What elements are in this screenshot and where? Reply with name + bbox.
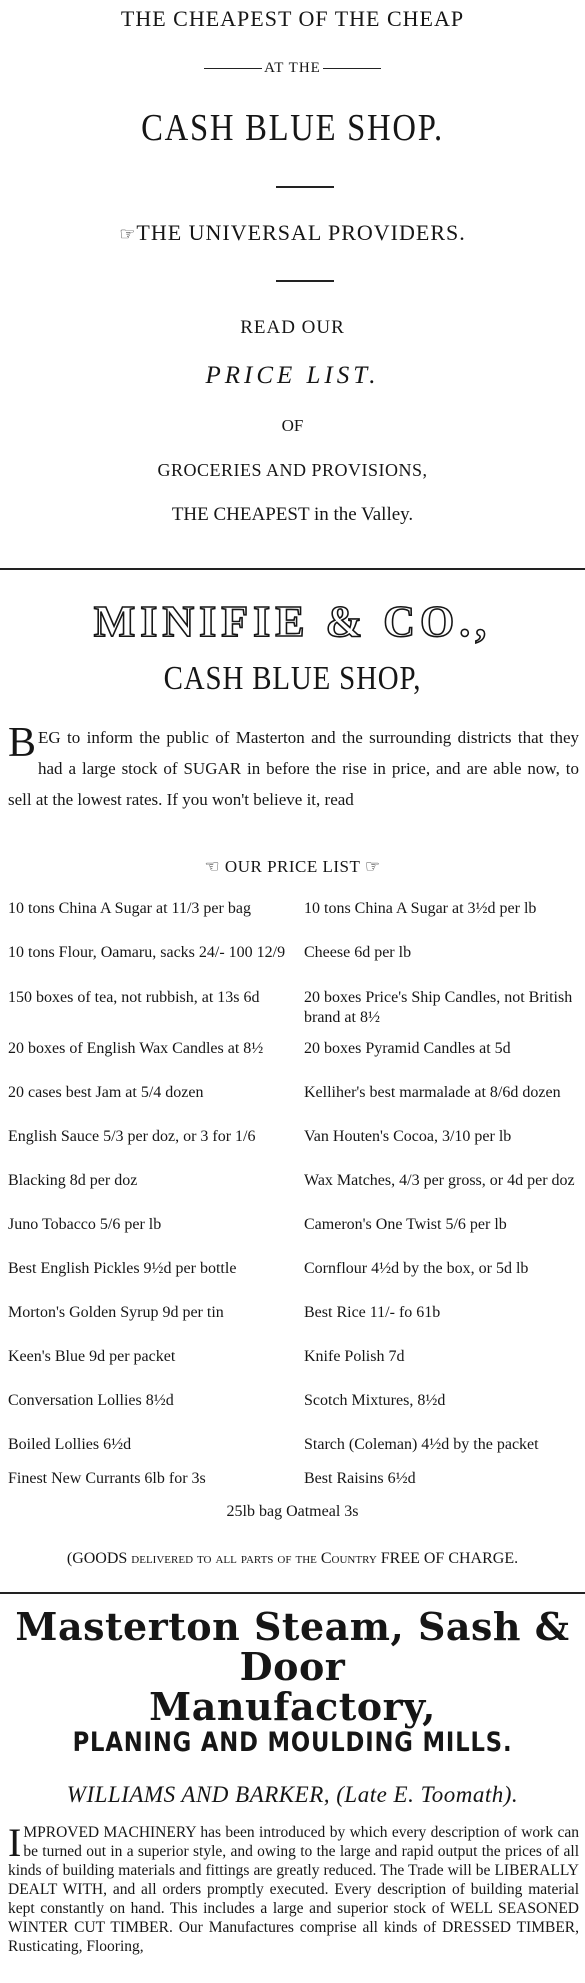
headline-cheapest: THE CHEAPEST OF THE CHEAP — [120, 6, 465, 31]
section-rule — [0, 568, 585, 570]
price-row — [8, 1392, 579, 1422]
price-row — [8, 1436, 579, 1466]
price-item-left: Boiled Lollies 6½d — [8, 1436, 132, 1453]
intro-text: EG to inform the public of Masterton and the surrounding districts that they had a large stock of SUGAR in before the rise in price, and are able now, to sell at the lowest rates. If you won't believe it, read — [8, 728, 579, 809]
section-rule — [0, 1592, 585, 1594]
price-item-left: Conversation Lollies 8½d — [8, 1392, 174, 1409]
shop-name-title: CASH BLUE SHOP. — [141, 107, 444, 149]
price-item-right: 10 tons China A Sugar at 3½d per lb — [304, 900, 537, 917]
price-row — [8, 1216, 579, 1246]
divider-rule — [276, 280, 334, 282]
of-text: OF — [281, 416, 304, 435]
price-item-left: 150 boxes of tea, not rubbish, at 13s 6d — [8, 989, 260, 1006]
price-row — [8, 900, 579, 930]
price-list-title: PRICE LIST. — [205, 362, 380, 389]
price-row — [8, 1172, 579, 1202]
improved-machinery-paragraph — [8, 1820, 579, 1956]
price-item-left: Best English Pickles 9½d per bottle — [8, 1260, 237, 1277]
steam-heading-line-1: Masterton Steam, Sash & Door — [15, 1604, 570, 1689]
intro-paragraph — [8, 722, 579, 815]
price-row — [8, 1260, 579, 1290]
right-hand-icon: ☞ — [364, 857, 381, 876]
price-item-right: Cornflour 4½d by the box, or 5d lb — [304, 1260, 529, 1277]
price-item-right: Best Rice 11/- fo 61b — [304, 1304, 441, 1321]
price-item-left: Morton's Golden Syrup 9d per tin — [8, 1304, 224, 1321]
oatmeal-line: 25lb bag Oatmeal 3s — [226, 1503, 359, 1520]
price-row — [8, 944, 579, 974]
firm-shop-name: CASH BLUE SHOP, — [163, 660, 422, 697]
price-item-left: Keen's Blue 9d per packet — [8, 1348, 176, 1365]
cheapest-line: THE CHEAPEST in the Valley. — [171, 504, 414, 525]
price-row — [8, 1128, 579, 1158]
left-hand-icon: ☜ — [204, 857, 221, 876]
read-our: READ OUR — [240, 317, 345, 338]
price-item-right: Scotch Mixtures, 8½d — [304, 1392, 446, 1409]
at-the-text: AT THE — [264, 60, 321, 76]
price-item-left: 20 cases best Jam at 5/4 dozen — [8, 1084, 204, 1101]
dash-right — [323, 68, 381, 69]
improved-dropcap: I — [8, 1820, 22, 1865]
price-item-left: Juno Tobacco 5/6 per lb — [8, 1216, 162, 1233]
price-item-right: Best Raisins 6½d — [304, 1470, 416, 1487]
price-item-left: Blacking 8d per doz — [8, 1172, 138, 1189]
price-item-right: Cameron's One Twist 5/6 per lb — [304, 1216, 507, 1233]
price-item-right: Cheese 6d per lb — [304, 944, 412, 961]
price-row — [8, 1304, 579, 1334]
price-item-right: Starch (Coleman) 4½d by the packet — [304, 1436, 539, 1453]
price-item-right: Knife Polish 7d — [304, 1348, 405, 1365]
steam-heading-line-2: Manufactory, — [149, 1684, 436, 1729]
at-the-line — [0, 60, 585, 77]
price-item-left: 20 boxes of English Wax Candles at 8½ — [8, 1040, 264, 1057]
price-item-right: Kelliher's best marmalade at 8/6d dozen — [304, 1084, 561, 1101]
price-row — [8, 988, 579, 1026]
groceries-line: GROCERIES AND PROVISIONS, — [157, 460, 428, 480]
price-item-right: 20 boxes Price's Ship Candles, not British brand at 8½ — [304, 989, 573, 1026]
price-row — [8, 1348, 579, 1378]
firm-name: MINIFIE & CO., — [93, 597, 492, 646]
planing-mills-line: PLANING AND MOULDING MILLS. — [72, 1727, 513, 1758]
delivery-notice: (GOODS delivered to all parts of the Country FREE OF CHARGE. — [66, 1550, 519, 1567]
price-row — [8, 1470, 579, 1500]
steam-manufactory-heading — [0, 1604, 585, 1729]
price-row — [8, 1040, 579, 1070]
owners-line: WILLIAMS AND BARKER, (Late E. Toomath). — [66, 1782, 519, 1807]
price-item-left: 10 tons China A Sugar at 11/3 per bag — [8, 900, 251, 917]
price-row — [8, 1084, 579, 1114]
price-list-heading-text: OUR PRICE LIST — [224, 857, 361, 876]
price-item-left: 10 tons Flour, Oamaru, sacks 24/- 100 12/9 — [8, 944, 286, 961]
universal-providers-line — [0, 220, 585, 246]
price-item-right: 20 boxes Pyramid Candles at 5d — [304, 1040, 511, 1057]
dash-left — [204, 68, 262, 69]
price-item-right: Wax Matches, 4/3 per gross, or 4d per doz — [304, 1172, 575, 1189]
universal-providers-text: THE UNIVERSAL PROVIDERS. — [136, 220, 466, 245]
divider-rule — [276, 186, 334, 188]
pointing-hand-icon: ☞ — [119, 224, 137, 244]
price-item-left: English Sauce 5/3 per doz, or 3 for 1/6 — [8, 1128, 256, 1145]
price-item-right: Van Houten's Cocoa, 3/10 per lb — [304, 1128, 512, 1145]
improved-text: MPROVED MACHINERY has been introduced by which every description of work can be turned out in a superior style, and owing to the large and rapid output the prices of all kinds of building materials and fittings are greatly reduced. The Trade will be LIBERALLY DEALT WITH, and all orders promptly executed. Every description of building material kept constantly on hand. This includes a large and superior stock of WELL SEASONED WINTER CUT TIMBER. Our Manufactures comprise all kinds of DRESSED TIMBER, Rusticating, Flooring, — [8, 1824, 579, 1955]
price-list-heading — [0, 857, 585, 877]
price-item-left: Finest New Currants 6lb for 3s — [8, 1470, 206, 1487]
intro-dropcap: B — [8, 720, 37, 766]
